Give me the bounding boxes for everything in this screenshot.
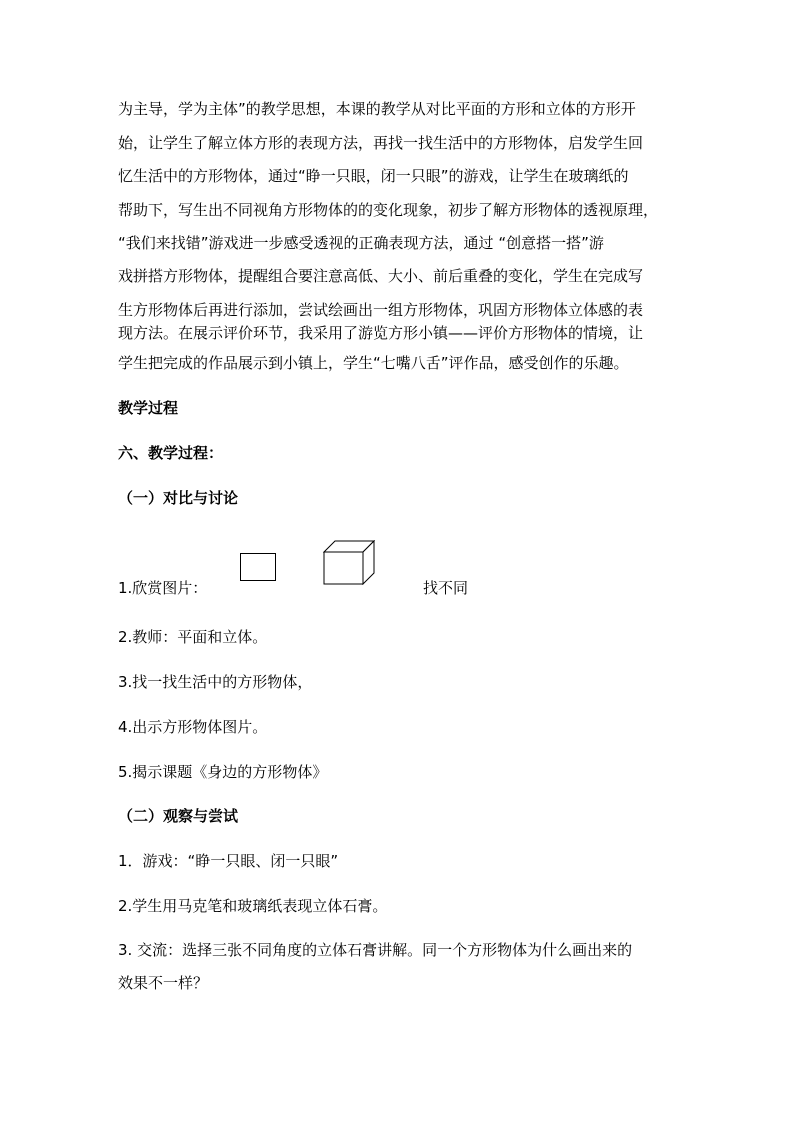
heading-part-two: （二）观察与尝试: [118, 807, 239, 825]
item-marker-practice: 2.学生用马克笔和玻璃纸表现立体石膏。: [118, 897, 388, 915]
item-exchange-line-2: 效果不一样？: [118, 974, 209, 992]
paragraph-line-6: 戏拼搭方形物体，提醒组合要注意高低、大小、前后重叠的变化，学生在完成写: [118, 267, 644, 285]
item-exchange-line-1: 3. 交流：选择三张不同角度的立体石膏讲解。同一个方形物体为什么画出来的: [118, 941, 633, 959]
paragraph-line-2: 始，让学生了解立体方形的表现方法，再找一找生活中的方形物体，启发学生回: [118, 134, 644, 152]
item-teacher: 2.教师：平面和立体。: [118, 628, 268, 646]
paragraph-line-1: 为主导，学为主体”的教学思想，本课的教学从对比平面的方形和立体的方形开: [118, 100, 636, 118]
item-reveal-topic: 5.揭示课题《身边的方形物体》: [118, 763, 328, 781]
cube-icon: [323, 540, 375, 585]
find-difference-label: 找不同: [423, 579, 469, 597]
heading-section-six: 六、教学过程：: [118, 444, 224, 462]
paragraph-line-4: 帮助下，写生出不同视角方形物体的的变化现象，初步了解方形物体的透视原理，: [118, 201, 659, 219]
item-find-objects: 3.找一找生活中的方形物体，: [118, 673, 313, 691]
heading-process: 教学过程: [118, 399, 179, 417]
paragraph-line-9: 学生把完成的作品展示到小镇上，学生“七嘴八舌”评作品，感受创作的乐趣。: [118, 354, 629, 372]
paragraph-line-3: 忆生活中的方形物体，通过“睁一只眼，闭一只眼”的游戏，让学生在玻璃纸的: [118, 167, 629, 185]
heading-part-one: （一）对比与讨论: [118, 489, 239, 507]
item-game: 1．游戏：“睁一只眼、闭一只眼”: [118, 852, 339, 870]
square-icon: [240, 553, 276, 581]
paragraph-line-7: 生方形物体后再进行添加，尝试绘画出一组方形物体，巩固方形物体立体感的表: [118, 301, 644, 319]
item-appreciate-pictures: 1.欣赏图片：: [118, 579, 208, 597]
item-show-pictures: 4.出示方形物体图片。: [118, 718, 268, 736]
paragraph-line-5: “我们来找错”游戏进一步感受透视的正确表现方法，通过 “创意搭一搭”游: [118, 234, 604, 252]
paragraph-line-8: 现方法。在展示评价环节，我采用了游览方形小镇——评价方形物体的情境，让: [118, 324, 644, 342]
